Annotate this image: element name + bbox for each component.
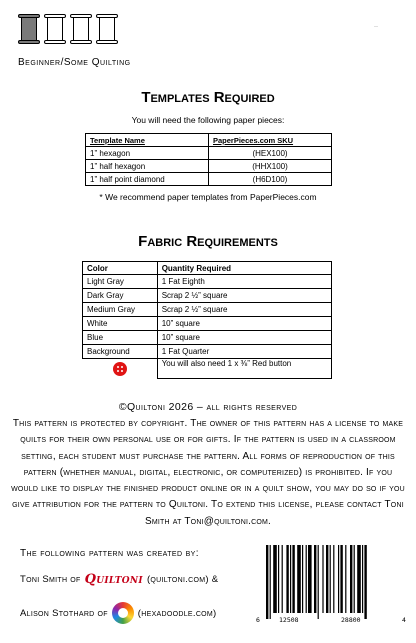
author-name: Alison Stothard of (20, 607, 108, 619)
red-button-icon (113, 362, 127, 376)
difficulty-spools (18, 14, 118, 44)
barcode-digit: 6 (256, 616, 260, 624)
table-row (83, 359, 332, 379)
fabric-color: Light Gray (83, 275, 158, 289)
fabric-table (82, 261, 332, 379)
barcode-bar (345, 545, 346, 613)
barcode-bar (357, 545, 361, 613)
column-header: Template Name (86, 134, 209, 147)
spool-icon-empty (96, 14, 118, 44)
template-name: 1” half hexagon (86, 160, 209, 173)
fabric-quantity: 10” square (157, 317, 331, 331)
fabric-color: Blue (83, 331, 158, 345)
barcode-bar (340, 545, 342, 613)
barcode-bar (318, 545, 319, 619)
barcode-digit: 28800 (341, 616, 361, 624)
templates-note: * We recommend paper templates from PaperPieces.com (99, 192, 317, 202)
column-header: Color (83, 262, 158, 275)
template-sku: (HEX100) (209, 147, 332, 160)
template-name: 1” half point diamond (86, 173, 209, 186)
fabric-quantity: 10” square (157, 331, 331, 345)
templates-intro: You will need the following paper pieces: (131, 115, 285, 125)
quiltoni-logo: Quiltoni (84, 572, 143, 587)
author-site: (quiltoni.com) & (146, 574, 219, 585)
fabric-quantity: Scrap 2 ½” square (157, 289, 331, 303)
barcode (262, 545, 400, 625)
fabric-quantity: 1 Fat Eighth (157, 275, 331, 289)
barcode-bar (338, 545, 339, 613)
hexadoodle-logo-icon (112, 602, 134, 624)
barcode-bar (308, 545, 312, 613)
table-row (83, 303, 332, 317)
button-note: You will also need 1 x ⅜” Red button (157, 359, 331, 379)
spool-icon-filled (18, 14, 40, 44)
table-row (83, 289, 332, 303)
barcode-bar (326, 545, 328, 613)
barcode-bar (330, 545, 331, 613)
template-sku: (H6D100) (209, 173, 332, 186)
barcode-bar (306, 545, 307, 613)
fabric-color: Medium Gray (83, 303, 158, 317)
table-row (83, 331, 332, 345)
barcode-bar (270, 545, 271, 619)
fabric-color: Background (83, 345, 158, 359)
barcode-bar (297, 545, 301, 613)
barcode-bar (362, 545, 363, 613)
column-header: PaperPieces.com SKU (209, 134, 332, 147)
table-row (83, 317, 332, 331)
barcode-bar (364, 545, 366, 619)
button-cell (83, 359, 158, 379)
template-name: 1” hexagon (86, 147, 209, 160)
barcode-bar (314, 545, 316, 613)
barcode-bar (273, 545, 277, 613)
barcode-bar (354, 545, 355, 613)
table-header-row (86, 134, 332, 147)
barcode-bar (282, 545, 283, 613)
barcode-bar (333, 545, 334, 613)
copyright: ©Quiltoni 2026 – all rights reserved (118, 401, 298, 413)
skill-level: Beginner/Some Quilting (18, 57, 131, 68)
table-row (86, 147, 332, 160)
credit-author-1 (20, 572, 218, 587)
spool-icon-empty (44, 14, 66, 44)
fabric-quantity: 1 Fat Quarter (157, 345, 331, 359)
barcode-digit: 12508 (279, 616, 299, 624)
template-sku: (HHX100) (209, 160, 332, 173)
fabric-quantity: Scrap 2 ½” square (157, 303, 331, 317)
fabric-title: Fabric Requirements (138, 233, 278, 250)
license-text: This pattern is protected by copyright. The owner of this pattern has a license to make quilts for their own personal use or for gifts. If the pattern is used in a classroom setting, each student must purchase the pattern. All forms of reproduction of this pattern (whether manual, digital, electronic, or computerized) is prohibited. If you would like to display the finished product online or in a quilt show, you may do so if you give attribution for the pattern to Quiltoni. To extend this license, please contact Toni Smith at Toni@quiltoni.com. (11, 418, 405, 527)
barcode-digit: 4 (402, 616, 406, 624)
barcode-bar (278, 545, 279, 613)
table-header-row (83, 262, 332, 275)
barcode-bar (350, 545, 352, 613)
author-site: (hexadoodle.com) (137, 607, 217, 619)
templates-title: Templates Required (141, 89, 275, 106)
barcode-bar (302, 545, 303, 613)
credits-intro: The following pattern was created by: (20, 548, 199, 559)
corner-mark: ·· (374, 24, 378, 30)
barcode-bar (322, 545, 323, 613)
barcode-bar (292, 545, 294, 613)
table-row (86, 173, 332, 186)
column-header: Quantity Required (157, 262, 331, 275)
barcode-bar (286, 545, 288, 613)
fabric-color: Dark Gray (83, 289, 158, 303)
table-row (83, 275, 332, 289)
templates-table (85, 133, 332, 186)
barcode-bar (266, 545, 268, 619)
table-row (86, 160, 332, 173)
fabric-color: White (83, 317, 158, 331)
table-row (83, 345, 332, 359)
credit-author-2 (20, 602, 217, 624)
spool-icon-empty (70, 14, 92, 44)
barcode-bar (290, 545, 291, 613)
author-name: Toni Smith of (20, 574, 81, 585)
